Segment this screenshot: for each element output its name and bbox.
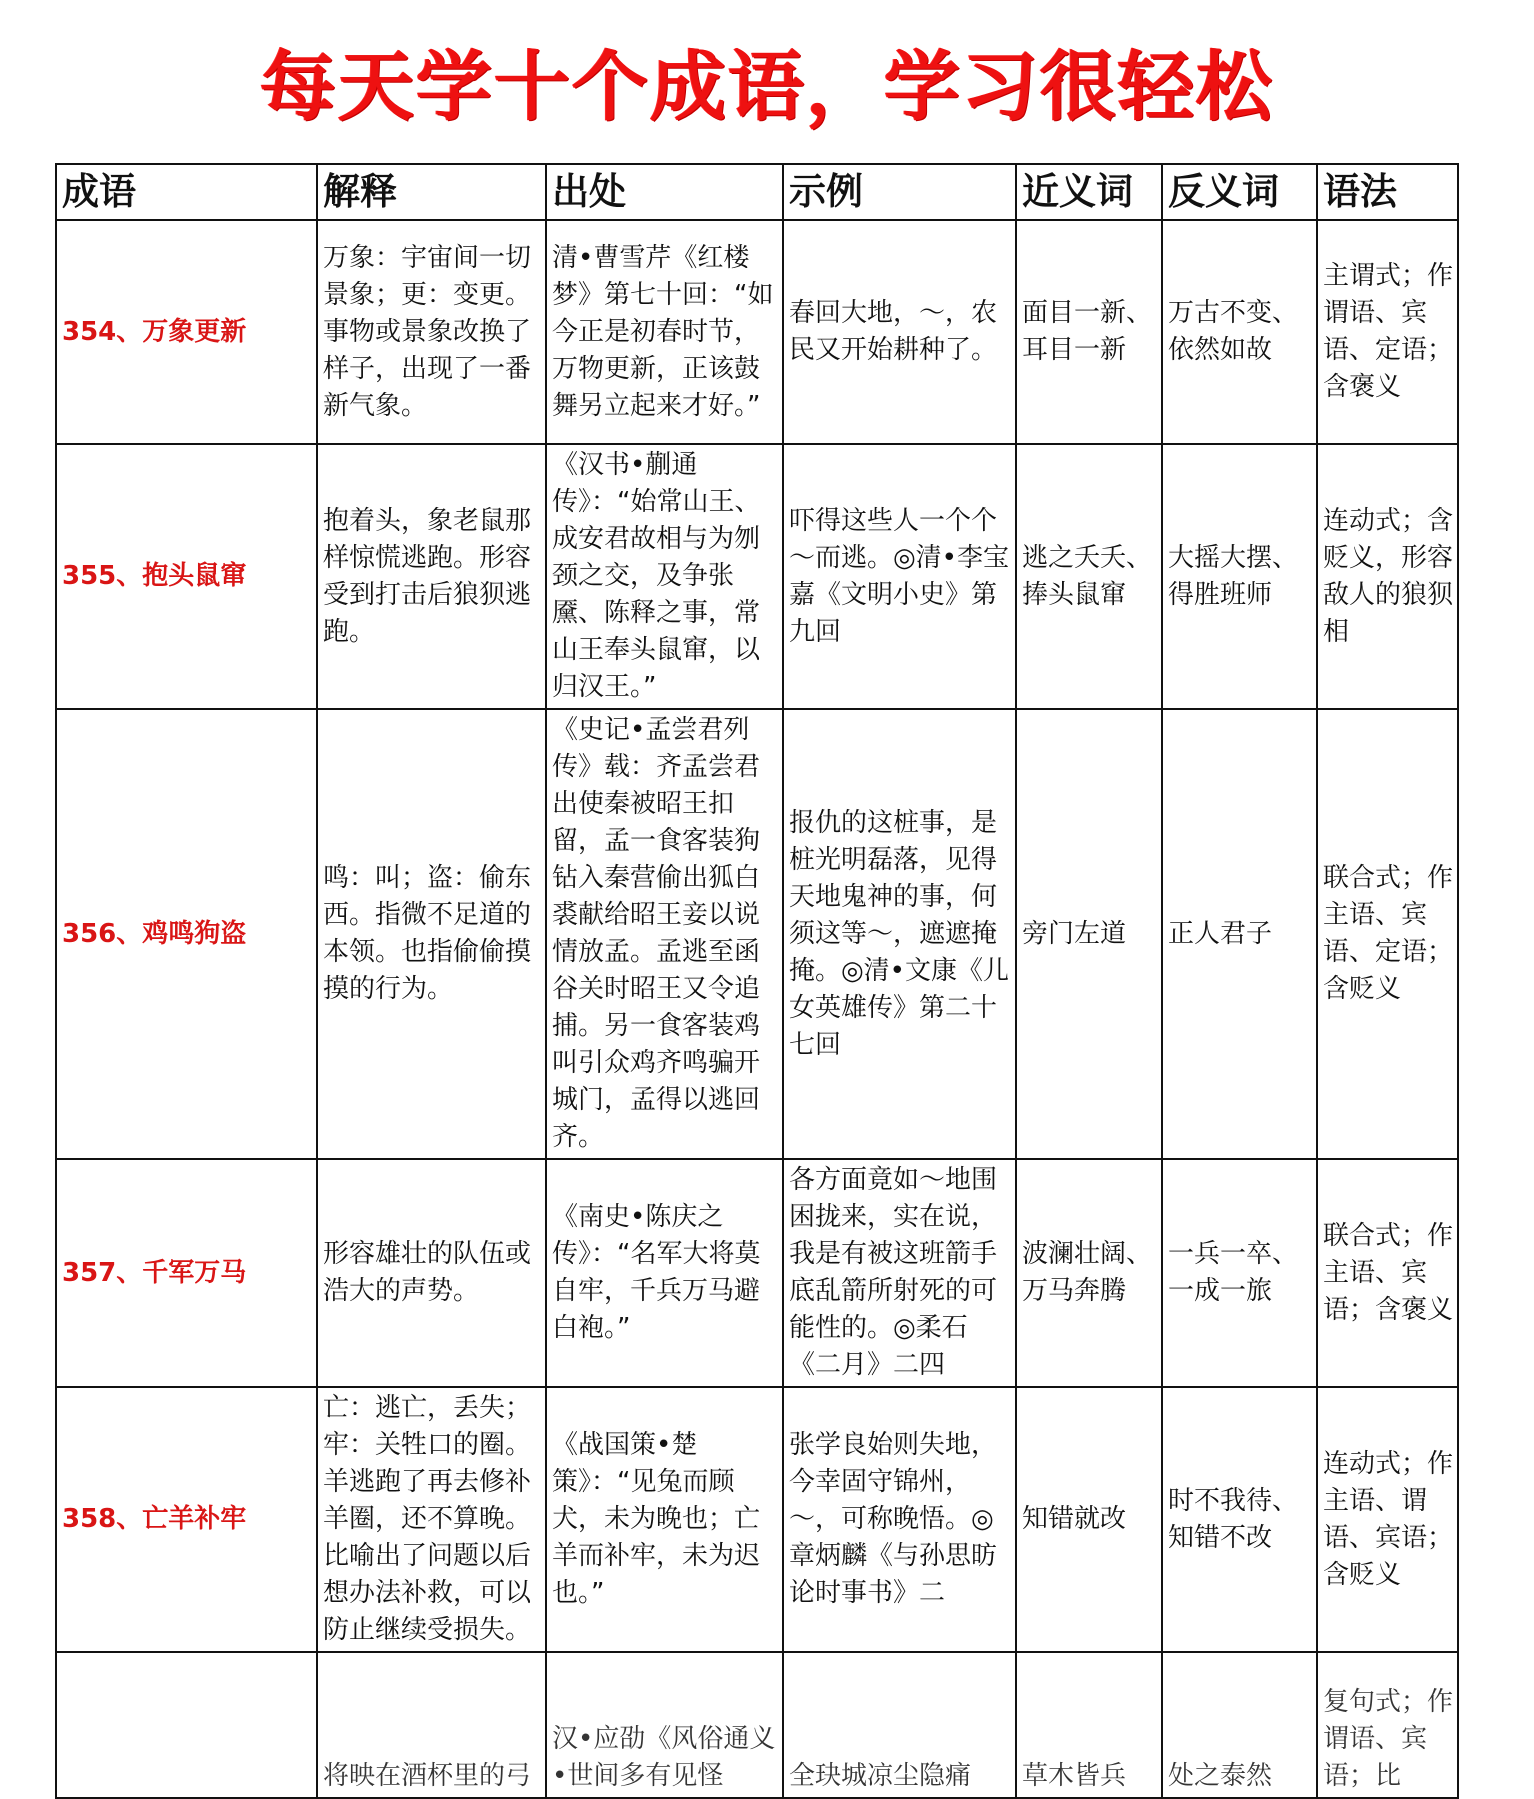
explanation-cell: 将映在酒杯里的弓 [317, 1652, 546, 1798]
grammar-cell: 连动式；含贬义，形容敌人的狼狈相 [1317, 444, 1458, 709]
source-cell: 《史记•孟尝君列传》载：齐孟尝君出使秦被昭王扣留，孟一食客装狗钻入秦营偷出狐白裘献给昭王妾以说情放孟。孟逃至函谷关时昭王又令追捕。另一食客装鸡叫引众鸡齐鸣骗开城门，孟得以逃回齐。 [546, 709, 783, 1159]
synonyms-cell: 面目一新、耳目一新 [1016, 220, 1162, 444]
explanation-cell: 鸣：叫；盗：偷东西。指微不足道的本领。也指偷偷摸摸的行为。 [317, 709, 546, 1159]
header-antonyms: 反义词 [1162, 164, 1317, 220]
header-synonyms: 近义词 [1016, 164, 1162, 220]
synonyms-cell: 草木皆兵 [1016, 1652, 1162, 1798]
table-row [56, 444, 1458, 709]
explanation-cell: 万象：宇宙间一切景象；更：变更。事物或景象改换了样子，出现了一番新气象。 [317, 220, 546, 444]
idiom-cell: 355、抱头鼠窜 [56, 444, 317, 709]
example-cell: 吓得这些人一个个～而逃。◎清•李宝嘉《文明小史》第九回 [783, 444, 1016, 709]
antonyms-cell: 大摇大摆、得胜班师 [1162, 444, 1317, 709]
example-cell: 各方面竟如～地围困拢来，实在说，我是有被这班箭手底乱箭所射死的可能性的。◎柔石《二月》二四 [783, 1159, 1016, 1387]
antonyms-cell: 万古不变、依然如故 [1162, 220, 1317, 444]
grammar-cell: 联合式；作主语、宾语；含褒义 [1317, 1159, 1458, 1387]
table-row-partial [56, 1652, 1458, 1798]
source-cell: 《战国策•楚策》：“见兔而顾犬，未为晚也；亡羊而补牢，未为迟也。” [546, 1387, 783, 1652]
header-source: 出处 [546, 164, 783, 220]
table-row [56, 1387, 1458, 1652]
explanation-cell: 形容雄壮的队伍或浩大的声势。 [317, 1159, 546, 1387]
antonyms-cell: 正人君子 [1162, 709, 1317, 1159]
synonyms-cell: 旁门左道 [1016, 709, 1162, 1159]
table-row [56, 709, 1458, 1159]
antonyms-cell: 时不我待、知错不改 [1162, 1387, 1317, 1652]
explanation-cell: 亡：逃亡，丢失；牢：关牲口的圈。羊逃跑了再去修补羊圈，还不算晚。比喻出了问题以后想办法补救，可以防止继续受损失。 [317, 1387, 546, 1652]
header-idiom: 成语 [56, 164, 317, 220]
idiom-table [55, 163, 1459, 1799]
header-example: 示例 [783, 164, 1016, 220]
grammar-cell: 复句式；作谓语、宾语；比 [1317, 1652, 1458, 1798]
grammar-cell: 联合式；作主语、宾语、定语；含贬义 [1317, 709, 1458, 1159]
source-cell: 《南史•陈庆之传》：“名军大将莫自牢，千兵万马避白袍。” [546, 1159, 783, 1387]
example-cell: 全玦城凉尘隐痛 [783, 1652, 1016, 1798]
grammar-cell: 连动式；作主语、谓语、宾语；含贬义 [1317, 1387, 1458, 1652]
example-cell: 报仇的这桩事，是桩光明磊落，见得天地鬼神的事，何须这等～，遮遮掩掩。◎清•文康《儿女英雄传》第二十七回 [783, 709, 1016, 1159]
idiom-cell: 354、万象更新 [56, 220, 317, 444]
table-row [56, 220, 1458, 444]
header-grammar: 语法 [1317, 164, 1458, 220]
example-cell: 春回大地，～，农民又开始耕种了。 [783, 220, 1016, 444]
idiom-cell [56, 1652, 317, 1798]
example-cell: 张学良始则失地，今幸固守锦州，～，可称晚悟。◎章炳麟《与孙思昉论时事书》二 [783, 1387, 1016, 1652]
antonyms-cell: 一兵一卒、一成一旅 [1162, 1159, 1317, 1387]
source-cell: 汉•应劭《风俗通义•世间多有见怪 [546, 1652, 783, 1798]
idiom-cell: 357、千军万马 [56, 1159, 317, 1387]
synonyms-cell: 知错就改 [1016, 1387, 1162, 1652]
header-explanation: 解释 [317, 164, 546, 220]
table-row [56, 1159, 1458, 1387]
antonyms-cell: 处之泰然 [1162, 1652, 1317, 1798]
grammar-cell: 主谓式；作谓语、宾语、定语；含褒义 [1317, 220, 1458, 444]
explanation-cell: 抱着头，象老鼠那样惊慌逃跑。形容受到打击后狼狈逃跑。 [317, 444, 546, 709]
synonyms-cell: 逃之夭夭、捧头鼠窜 [1016, 444, 1162, 709]
source-cell: 《汉书•蒯通传》：“始常山王、成安君故相与为刎颈之交，及争张黡、陈释之事，常山王奉头鼠窜，以归汉王。” [546, 444, 783, 709]
synonyms-cell: 波澜壮阔、万马奔腾 [1016, 1159, 1162, 1387]
idiom-cell: 358、亡羊补牢 [56, 1387, 317, 1652]
idiom-cell: 356、鸡鸣狗盗 [56, 709, 317, 1159]
source-cell: 清•曹雪芹《红楼梦》第七十回：“如今正是初春时节，万物更新，正该鼓舞另立起来才好。” [546, 220, 783, 444]
table-header-row [56, 164, 1458, 220]
page-title: 每天学十个成语，学习很轻松 [260, 42, 1274, 131]
